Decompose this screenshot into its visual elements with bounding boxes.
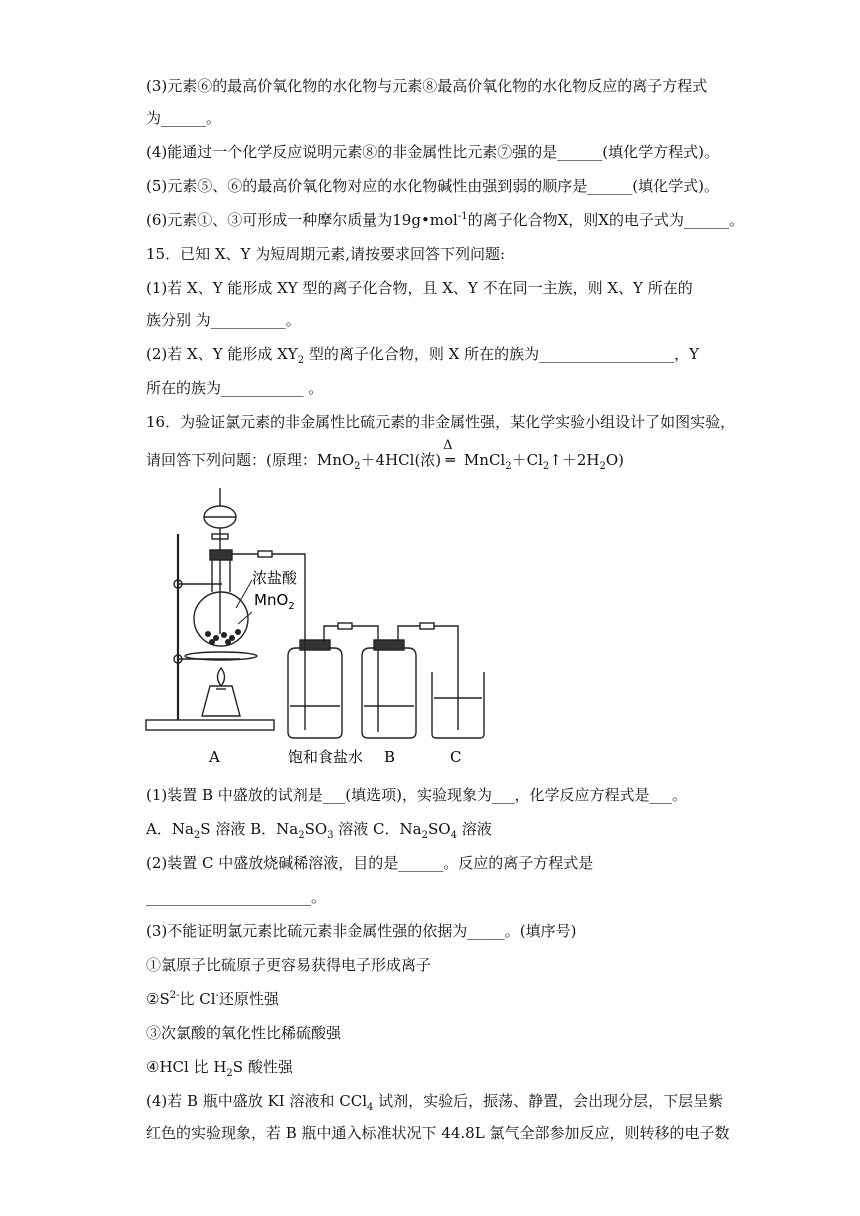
subscript: 2 <box>297 355 305 366</box>
q16-part1: (1)装置 B 中盛放的试剂是___(填选项)，实验现象为___，化学反应方程式是___。 <box>146 786 688 804</box>
subscript: 2 <box>599 461 606 472</box>
text-run: 比 Cl <box>179 990 216 1008</box>
mno2-particles <box>205 629 241 645</box>
tube-connector-3 <box>420 623 434 629</box>
delta-symbol: Δ <box>443 438 453 453</box>
q14-part5: (5)元素⑤、⑥的最高价氧化物对应的水化物碱性由强到弱的顺序是______(填化学式)。 <box>146 177 719 195</box>
text-run: ＋Cl <box>511 451 543 469</box>
text-run: SO <box>304 820 328 838</box>
text-run: S 溶液 B．Na <box>200 820 299 838</box>
label-a: A <box>209 748 220 766</box>
q16-stem-line2 <box>146 438 624 472</box>
text-run: 请回答下列问题：(原理：MnO <box>146 451 355 469</box>
text-run: 还原性强 <box>218 990 279 1008</box>
text-run: MnO <box>254 591 289 609</box>
particle <box>221 632 227 638</box>
tube-connector <box>258 551 272 557</box>
text-run: ④HCl 比 H <box>146 1058 227 1076</box>
text-run: 的离子化合物X，则X的电子式为______。 <box>467 211 744 229</box>
particle <box>235 629 241 635</box>
flask-stopper <box>210 550 232 560</box>
q15-part2-line1 <box>146 344 699 364</box>
tube-connector-2 <box>338 623 352 629</box>
superscript: 2- <box>169 990 180 1001</box>
text-run: ＋4HCl(浓) <box>360 451 442 469</box>
heating-condition <box>441 438 459 470</box>
bottle-b-stopper <box>374 640 404 650</box>
label-brine: 饱和食盐水 <box>288 748 364 766</box>
q16-part3: (3)不能证明氯元素比硫元素非金属性强的依据为_____。(填序号) <box>146 922 577 940</box>
label-mno2 <box>254 591 295 612</box>
subscript: 2 <box>505 461 512 472</box>
particle <box>209 639 215 645</box>
q16-reason-3: ③次氯酸的氧化性比稀硫酸强 <box>146 1024 342 1042</box>
bottle-b <box>362 648 416 738</box>
q16-part2-line2: ______________________。 <box>146 888 327 906</box>
text-run: (2)若 X、Y 能形成 XY <box>146 345 298 363</box>
subscript: 2 <box>298 830 305 841</box>
text-run: S 酸性强 <box>232 1058 293 1076</box>
apparatus-figure <box>140 484 490 772</box>
subscript: 2 <box>288 601 295 612</box>
text-run: 溶液 C．Na <box>333 820 422 838</box>
q16-reason-2 <box>146 989 279 1009</box>
q15-stem: 15．已知 X、Y 为短周期元素,请按要求回答下列问题: <box>146 245 506 263</box>
q14-part3-line1: (3)元素⑥的最高价氧化物的水化物与元素⑧最高价氧化物的水化物反应的离子方程式 <box>146 77 708 95</box>
equals-sign: ═ <box>445 451 455 469</box>
q16-reason-4 <box>146 1057 293 1077</box>
stand-base <box>146 720 274 730</box>
delivery-tube-2 <box>324 626 378 732</box>
q14-part3-line2: 为______。 <box>146 109 222 127</box>
text-run: ↑＋2H <box>549 451 600 469</box>
text-run: MnCl <box>459 451 506 469</box>
q16-part4-line1 <box>146 1091 723 1111</box>
text-run: O) <box>605 451 624 469</box>
subscript: 2 <box>542 461 550 472</box>
text-run: 试剂，实验后，振荡、静置，会出现分层，下层呈紫 <box>373 1092 724 1110</box>
subscript: 2 <box>421 830 428 841</box>
subscript: 2 <box>354 461 361 472</box>
text-run: (4)若 B 瓶中盛放 KI 溶液和 CCl <box>146 1092 367 1110</box>
subscript: 4 <box>450 830 457 841</box>
lamp-flame <box>218 668 225 686</box>
q16-part2-line1: (2)装置 C 中盛放烧碱稀溶液，目的是______。反应的离子方程式是 <box>146 854 594 872</box>
text-run: SO <box>427 820 451 838</box>
bottle-brine <box>288 648 342 738</box>
q15-part2-line2: 所在的族为___________ 。 <box>146 379 324 397</box>
subscript: 2 <box>193 830 201 841</box>
q16-reason-1: ①氯原子比硫原子更容易获得电子形成离子 <box>146 956 432 974</box>
label-b: B <box>384 748 396 766</box>
q14-part4: (4)能通过一个化学反应说明元素⑧的非金属性比元素⑦强的是______(填化学方程式)。 <box>146 143 719 161</box>
subscript: 2 <box>226 1068 233 1079</box>
round-bottom-flask <box>194 592 248 646</box>
text-run: A．Na <box>146 820 194 838</box>
delivery-tube-3 <box>398 626 458 730</box>
text-run: (6)元素①、③可形成一种摩尔质量为19g•mol <box>146 211 458 229</box>
q15-part1-line2: 族分别 为__________。 <box>146 311 301 329</box>
text-run: 型的离子化合物，则 X 所在的族为__________________，Y <box>304 345 699 363</box>
subscript: 3 <box>327 830 334 841</box>
pointer-mno2 <box>238 612 252 624</box>
q14-part6 <box>146 210 744 230</box>
subscript: 4 <box>367 1102 374 1113</box>
q16-options <box>146 819 492 839</box>
superscript: - <box>215 990 219 1001</box>
q16-part4-line2: 红色的实验现象，若 B 瓶中通入标准状况下 44.8L 氯气全部参加反应，则转移的电子数 <box>146 1124 730 1142</box>
label-c: C <box>450 748 462 766</box>
alcohol-lamp <box>202 686 240 716</box>
q16-stem-line1: 16．为验证氯元素的非金属性比硫元素的非金属性强，某化学实验小组设计了如图实验， <box>146 413 736 431</box>
text-run: 溶液 <box>456 820 492 838</box>
label-concentrated-hcl: 浓盐酸 <box>252 569 298 587</box>
superscript: -1 <box>457 211 468 222</box>
particle <box>205 631 211 637</box>
particle <box>225 639 231 645</box>
text-run: ②S <box>146 990 170 1008</box>
q15-part1-line1: (1)若 X、Y 能形成 XY 型的离子化合物，且 X、Y 不在同一主族，则 X、Y 所在的 <box>146 279 693 297</box>
